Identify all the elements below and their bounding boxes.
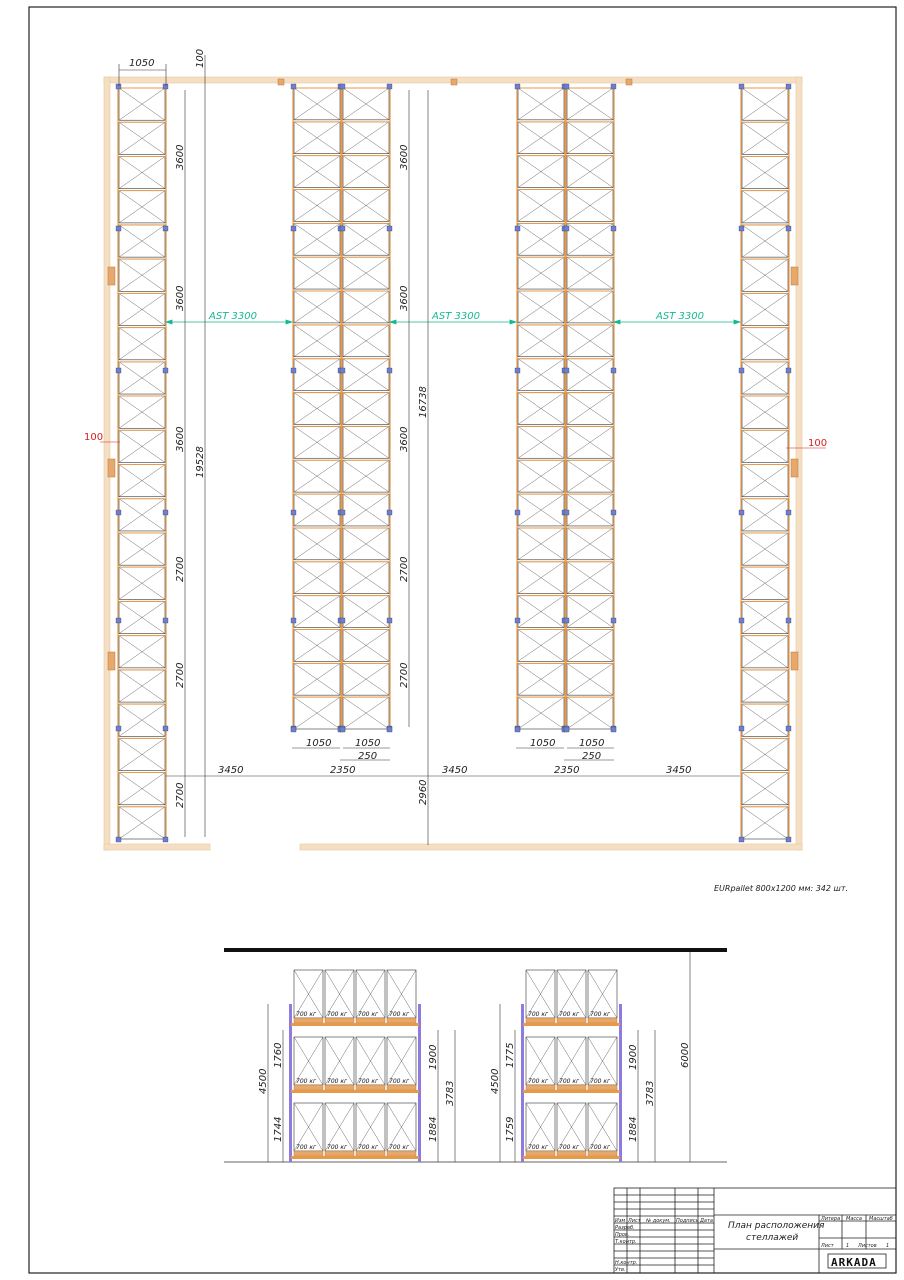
- load-label: 700 кг: [389, 1078, 410, 1085]
- upright: [289, 1004, 292, 1162]
- tb-header-massa: Масса: [846, 1216, 862, 1222]
- beam: [291, 1156, 419, 1159]
- elev-ceiling-height: 6000: [680, 1042, 691, 1068]
- load-label: 700 кг: [559, 1011, 580, 1018]
- pallet-load: [588, 1037, 617, 1090]
- elevation-rack-left: [289, 970, 421, 1162]
- tb-row-tkontr: Т.контр.: [615, 1239, 637, 1245]
- load-label: 700 кг: [528, 1144, 549, 1151]
- elev-right-total: 4500: [490, 1068, 501, 1094]
- dim-double-level-1: 3600: [399, 144, 410, 170]
- dim-single-level-5: 2700: [175, 662, 186, 688]
- tb-sheet-label: Лист: [821, 1243, 834, 1249]
- pallet-load: [325, 1037, 354, 1090]
- load-label: 700 кг: [389, 1011, 410, 1018]
- rack-double-1b: [340, 84, 392, 732]
- pallet-load: [557, 1037, 586, 1090]
- warehouse-walls: [104, 77, 802, 850]
- pallet-load: [294, 970, 323, 1023]
- tb-col-sign: Подпись: [676, 1218, 699, 1224]
- pallet-load: [588, 970, 617, 1023]
- elev-right-h2: 1759: [505, 1116, 516, 1142]
- pallet-load: [557, 970, 586, 1023]
- elev-right-r1: 1900: [628, 1044, 639, 1070]
- drawing-title-line2: стеллажей: [746, 1233, 799, 1243]
- dim-double-depth-1: 2350: [330, 765, 356, 776]
- load-label: 700 кг: [528, 1011, 549, 1018]
- load-label: 700 кг: [528, 1078, 549, 1085]
- dim-upright-1b: 1050: [355, 738, 381, 749]
- load-label: 700 кг: [296, 1011, 317, 1018]
- upright: [521, 1004, 524, 1162]
- pallet-load: [325, 1103, 354, 1156]
- beam: [523, 1090, 620, 1093]
- elev-left-h1: 1760: [273, 1042, 284, 1068]
- wall-offset-markers: [100, 442, 826, 448]
- dim-double-level-4: 2700: [399, 556, 410, 582]
- load-label: 700 кг: [358, 1078, 379, 1085]
- pallet-load: [356, 970, 385, 1023]
- beam: [291, 1023, 419, 1026]
- pallet-load: [526, 1037, 555, 1090]
- upright: [619, 1004, 622, 1162]
- tb-row-prov: Пров.: [615, 1232, 630, 1238]
- load-label: 700 кг: [358, 1144, 379, 1151]
- dim-double-depth-2: 2350: [554, 765, 580, 776]
- dim-flue-2: 250: [582, 751, 602, 762]
- pallet-load: [294, 1103, 323, 1156]
- dim-wall-offset-right: 100: [808, 438, 828, 449]
- rack-rows: [116, 84, 791, 842]
- tb-sheets-num: 1: [886, 1243, 890, 1249]
- rack-single-right: [739, 84, 791, 842]
- dim-double-level-5: 2700: [399, 662, 410, 688]
- dim-gap-top: 100: [195, 48, 206, 68]
- dim-double-level-3: 3600: [399, 426, 410, 452]
- load-label: 700 кг: [296, 1078, 317, 1085]
- elev-left-r2: 1884: [428, 1116, 439, 1142]
- elevation-rack-right: [521, 970, 622, 1162]
- load-label: 700 кг: [358, 1011, 379, 1018]
- dim-double-length: 16738: [418, 386, 429, 418]
- company-logo-text: ARKADA: [831, 1256, 877, 1269]
- dim-wall-offset-left: 100: [84, 432, 104, 443]
- dim-upright-2b: 1050: [579, 738, 605, 749]
- dim-aisle-1: 3450: [218, 765, 244, 776]
- tb-row-nkontr: Н.контр.: [615, 1260, 638, 1266]
- pallet-load: [325, 970, 354, 1023]
- beam: [523, 1156, 620, 1159]
- aisle-label-2: AST 3300: [432, 311, 480, 322]
- tb-row-razrab: Разраб.: [615, 1225, 635, 1231]
- tb-sheets-label: Листов: [858, 1243, 877, 1249]
- dim-single-level-1: 3600: [175, 144, 186, 170]
- rack-double-1a: [291, 84, 343, 732]
- load-label: 700 кг: [590, 1144, 611, 1151]
- dim-flue-1: 250: [358, 751, 378, 762]
- tb-header-masshtab: Масштаб: [869, 1216, 893, 1222]
- upright: [418, 1004, 421, 1162]
- pallet-load: [294, 1037, 323, 1090]
- dim-single-level-4: 2700: [175, 556, 186, 582]
- elev-left-r3: 3783: [445, 1080, 456, 1106]
- pallet-load: [526, 970, 555, 1023]
- load-label: 700 кг: [389, 1144, 410, 1151]
- load-label: 700 кг: [327, 1078, 348, 1085]
- rack-single-left: [116, 84, 168, 842]
- tb-header-litera: Литера: [821, 1216, 841, 1222]
- tb-col-doc: № докум.: [646, 1218, 671, 1224]
- pallet-count-note: EURpallet 800x1200 мм: 342 шт.: [714, 884, 849, 893]
- load-label: 700 кг: [559, 1078, 580, 1085]
- tb-row-utv: Утв.: [615, 1267, 626, 1273]
- pallet-load: [356, 1037, 385, 1090]
- pallet-load: [526, 1103, 555, 1156]
- dim-single-level-3: 3600: [175, 426, 186, 452]
- dim-overall-length: 19528: [195, 446, 206, 478]
- pallet-load: [387, 1037, 416, 1090]
- aisle-label-1: AST 3300: [209, 311, 257, 322]
- load-label: 700 кг: [590, 1011, 611, 1018]
- ceiling-line: [224, 948, 727, 952]
- rack-elevation: [289, 970, 622, 1162]
- pallet-load: [387, 970, 416, 1023]
- dim-single-level-6: 2700: [175, 782, 186, 808]
- pallet-load: [356, 1103, 385, 1156]
- building-columns: [108, 79, 798, 670]
- beam: [291, 1090, 419, 1093]
- load-label: 700 кг: [296, 1144, 317, 1151]
- dim-single-level-2: 3600: [175, 285, 186, 311]
- drawing-title-line1: План расположения: [728, 1221, 825, 1231]
- tb-col-list: Лист: [628, 1218, 641, 1224]
- beam: [523, 1023, 620, 1026]
- elev-left-r1: 1900: [428, 1044, 439, 1070]
- tb-col-izm: Изм: [615, 1218, 626, 1224]
- dim-bay-width-top: 1050: [129, 58, 155, 69]
- load-label: 700 кг: [327, 1011, 348, 1018]
- pallet-load: [588, 1103, 617, 1156]
- elev-right-h1: 1775: [505, 1042, 516, 1068]
- tb-col-date: Дата: [700, 1218, 713, 1224]
- elev-right-r3: 3783: [645, 1080, 656, 1106]
- dim-bottom-gap: 2960: [418, 779, 429, 805]
- rack-double-2b: [564, 84, 616, 732]
- tb-sheet-num: 1: [846, 1243, 850, 1249]
- pallet-load: [557, 1103, 586, 1156]
- load-label: 700 кг: [590, 1078, 611, 1085]
- elev-left-total: 4500: [258, 1068, 269, 1094]
- elev-right-r2: 1884: [628, 1116, 639, 1142]
- dim-upright-2a: 1050: [530, 738, 556, 749]
- elev-left-h2: 1744: [273, 1116, 284, 1142]
- rack-double-2a: [515, 84, 567, 732]
- dim-aisle-3: 3450: [666, 765, 692, 776]
- aisle-label-3: AST 3300: [656, 311, 704, 322]
- elevation-dimension-lines: [268, 952, 690, 1162]
- load-label: 700 кг: [559, 1144, 580, 1151]
- load-label: 700 кг: [327, 1144, 348, 1151]
- dim-upright-1a: 1050: [306, 738, 332, 749]
- dim-double-level-2: 3600: [399, 285, 410, 311]
- dim-aisle-2: 3450: [442, 765, 468, 776]
- pallet-load: [387, 1103, 416, 1156]
